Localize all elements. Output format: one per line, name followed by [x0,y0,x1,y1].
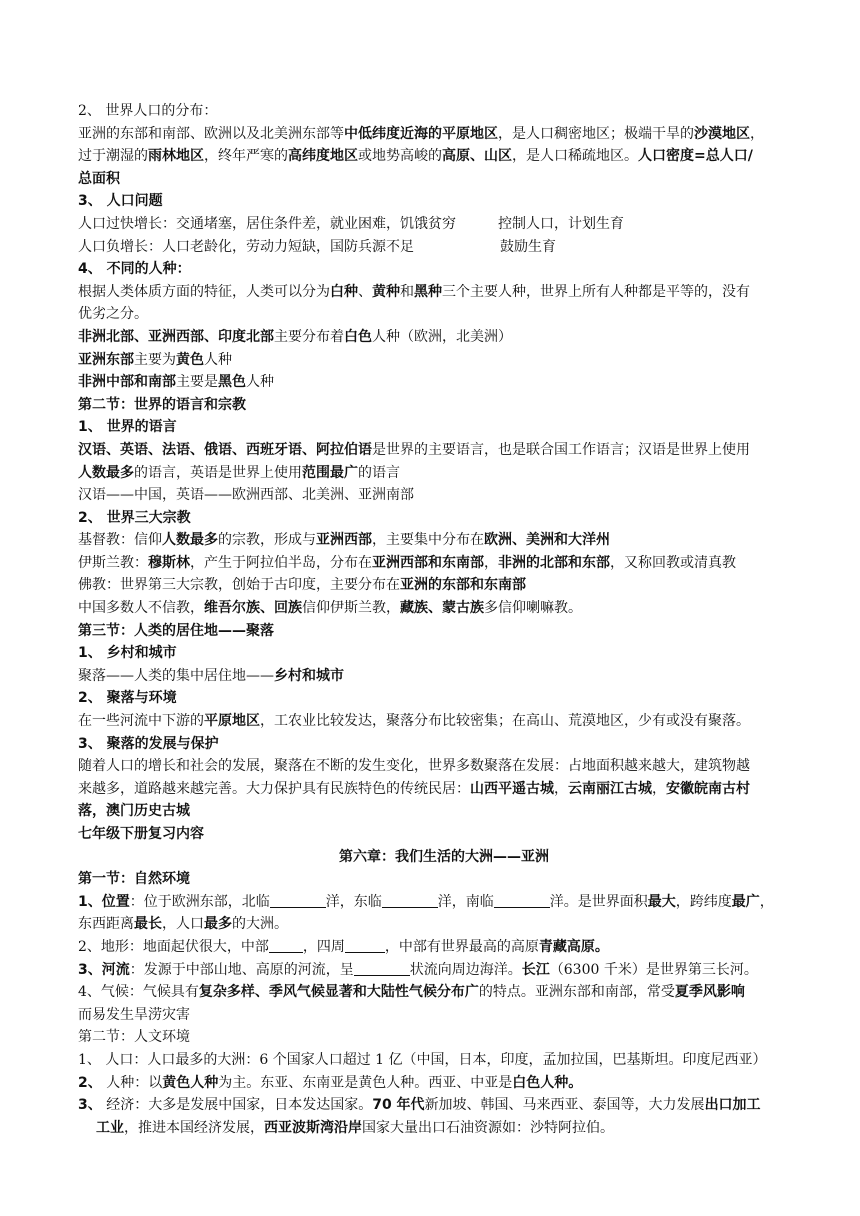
list-item: 2、 人种：以黄色人种为主。东亚、东南亚是黄色人种。西亚、中亚是白色人种。 [78,1074,583,1091]
paragraph: 在一些河流中下游的平原地区，工农业比较发达，聚落分布比较密集；在高山、荒漠地区，少有或没有聚落。 [78,713,750,730]
paragraph: 根据人类体质方面的特征，人类可以分为白种、黄种和黑种三个主要人种，世界上所有人种都是平等的，没有 [78,283,750,300]
fill-blank[interactable] [354,961,410,976]
paragraph: 汉语——中国，英语——欧洲西部、北美洲、亚洲南部 [78,487,414,504]
paragraph: 4、气候：气候具有复杂多样、季风气候显著和大陆性气候分布广的特点。亚洲东部和南部，常受夏季风影响 [78,984,745,1001]
fill-blank[interactable] [382,893,438,908]
fill-blank[interactable] [345,938,385,953]
list-item: 工业，推进本国经济发展，西亚波斯湾沿岸国家大量出口石油资源如：沙特阿拉伯。 [96,1119,614,1136]
section-heading: 2、 聚落与环境 [78,690,177,707]
section-heading: 3、 聚落的发展与保护 [78,735,219,752]
paragraph: 东西距离最长，人口最多的大洲。 [78,916,288,933]
paragraph: 伊斯兰教：穆斯林，产生于阿拉伯半岛，分布在亚洲西部和东南部，非洲的北部和东部，又称回教或清真教 [78,554,736,571]
paragraph: 人口负增长：人口老龄化，劳动力短缺，国防兵源不足 鼓励生育 [78,238,556,255]
paragraph: 汉语、英语、法语、俄语、西班牙语、阿拉伯语是世界的主要语言，也是联合国工作语言；汉语是世界上使用 [78,441,750,458]
paragraph: 过于潮湿的雨林地区，终年严寒的高纬度地区或地势高峻的高原、山区，是人口稀疏地区。人口密度=总人口/ [78,148,753,165]
section-heading: 第二节：世界的语言和宗教 [78,396,246,413]
section-heading: 3、 人口问题 [78,193,163,210]
section-heading: 2、 世界人口的分布： [78,103,218,119]
paragraph: 佛教：世界第三大宗教，创始于古印度，主要分布在亚洲的东部和东南部 [78,577,526,594]
paragraph: 优劣之分。 [78,306,148,323]
fill-blank[interactable] [494,893,550,908]
section-heading: 第一节：自然环境 [78,871,190,888]
section-heading: 4、 不同的人种： [78,261,191,278]
section-heading: 七年级下册复习内容 [78,826,204,842]
paragraph: 亚洲东部主要为黄色人种 [78,351,232,368]
paragraph: 落，澳门历史古城 [78,803,190,820]
list-item: 3、 经济：大多是发展中国家，日本发达国家。70 年代新加坡、韩国、马来西亚、泰国等，大力发展出口加工 [78,1097,761,1114]
paragraph: 2、地形：地面起伏很大，中部 ，四周 ，中部有世界最高的高原青藏高原。 [78,938,609,955]
section-heading: 2、 世界三大宗教 [78,509,191,526]
paragraph: 非洲北部、亚洲西部、印度北部主要分布着白色人种（欧洲，北美洲） [78,328,512,345]
paragraph: 人口过快增长：交通堵塞，居住条件差，就业困难，饥饿贫穷 控制人口，计划生育 [78,215,624,232]
section-heading: 1、 乡村和城市 [78,645,177,662]
paragraph: 亚洲的东部和南部、欧洲以及北美洲东部等中低纬度近海的平原地区，是人口稠密地区；极端干旱的沙漠地区， [78,125,764,142]
paragraph: 基督教：信仰人数最多的宗教，形成与亚洲西部，主要集中分布在欧洲、美洲和大洋州 [78,532,610,549]
paragraph: 非洲中部和南部主要是黑色人种 [78,374,274,391]
paragraph: 1、位置：位于欧洲东部，北临 洋，东临 洋，南临 洋。是世界面积最大，跨纬度最广， [78,893,774,910]
paragraph: 而易发生旱涝灾害 [78,1006,190,1023]
paragraph: 随着人口的增长和社会的发展，聚落在不断的发生变化，世界多数聚落在发展：占地面积越来越大，建筑物越 [78,758,750,775]
section-heading: 第三节：人类的居住地——聚落 [78,622,274,639]
paragraph: 3、河流：发源于中部山地、高原的河流，呈 状流向周边海洋。长江（6300 千米）是世界第三长河。 [78,961,758,978]
section-heading: 1、 世界的语言 [78,419,177,436]
paragraph: 来越多，道路越来越完善。大力保护具有民族特色的传统民居：山西平遥古城，云南丽江古城，安徽皖南古村 [78,780,750,797]
paragraph: 人数最多的语言，英语是世界上使用范围最广的语言 [78,464,400,481]
fill-blank[interactable] [269,938,303,953]
list-item: 1、 人口：人口最多的大洲：6 个国家人口超过 1 亿（中国，日本，印度，孟加拉国，巴基斯坦。印度尼西亚） [78,1051,767,1068]
chapter-title: 第六章：我们生活的大洲——亚洲 [339,848,549,865]
section-heading: 第二节：人文环境 [78,1029,190,1046]
paragraph: 中国多数人不信教，维吾尔族、回族信仰伊斯兰教，藏族、蒙古族多信仰喇嘛教。 [78,600,582,617]
paragraph: 总面积 [78,170,120,187]
paragraph: 聚落——人类的集中居住地——乡村和城市 [78,667,344,684]
fill-blank[interactable] [270,893,326,908]
